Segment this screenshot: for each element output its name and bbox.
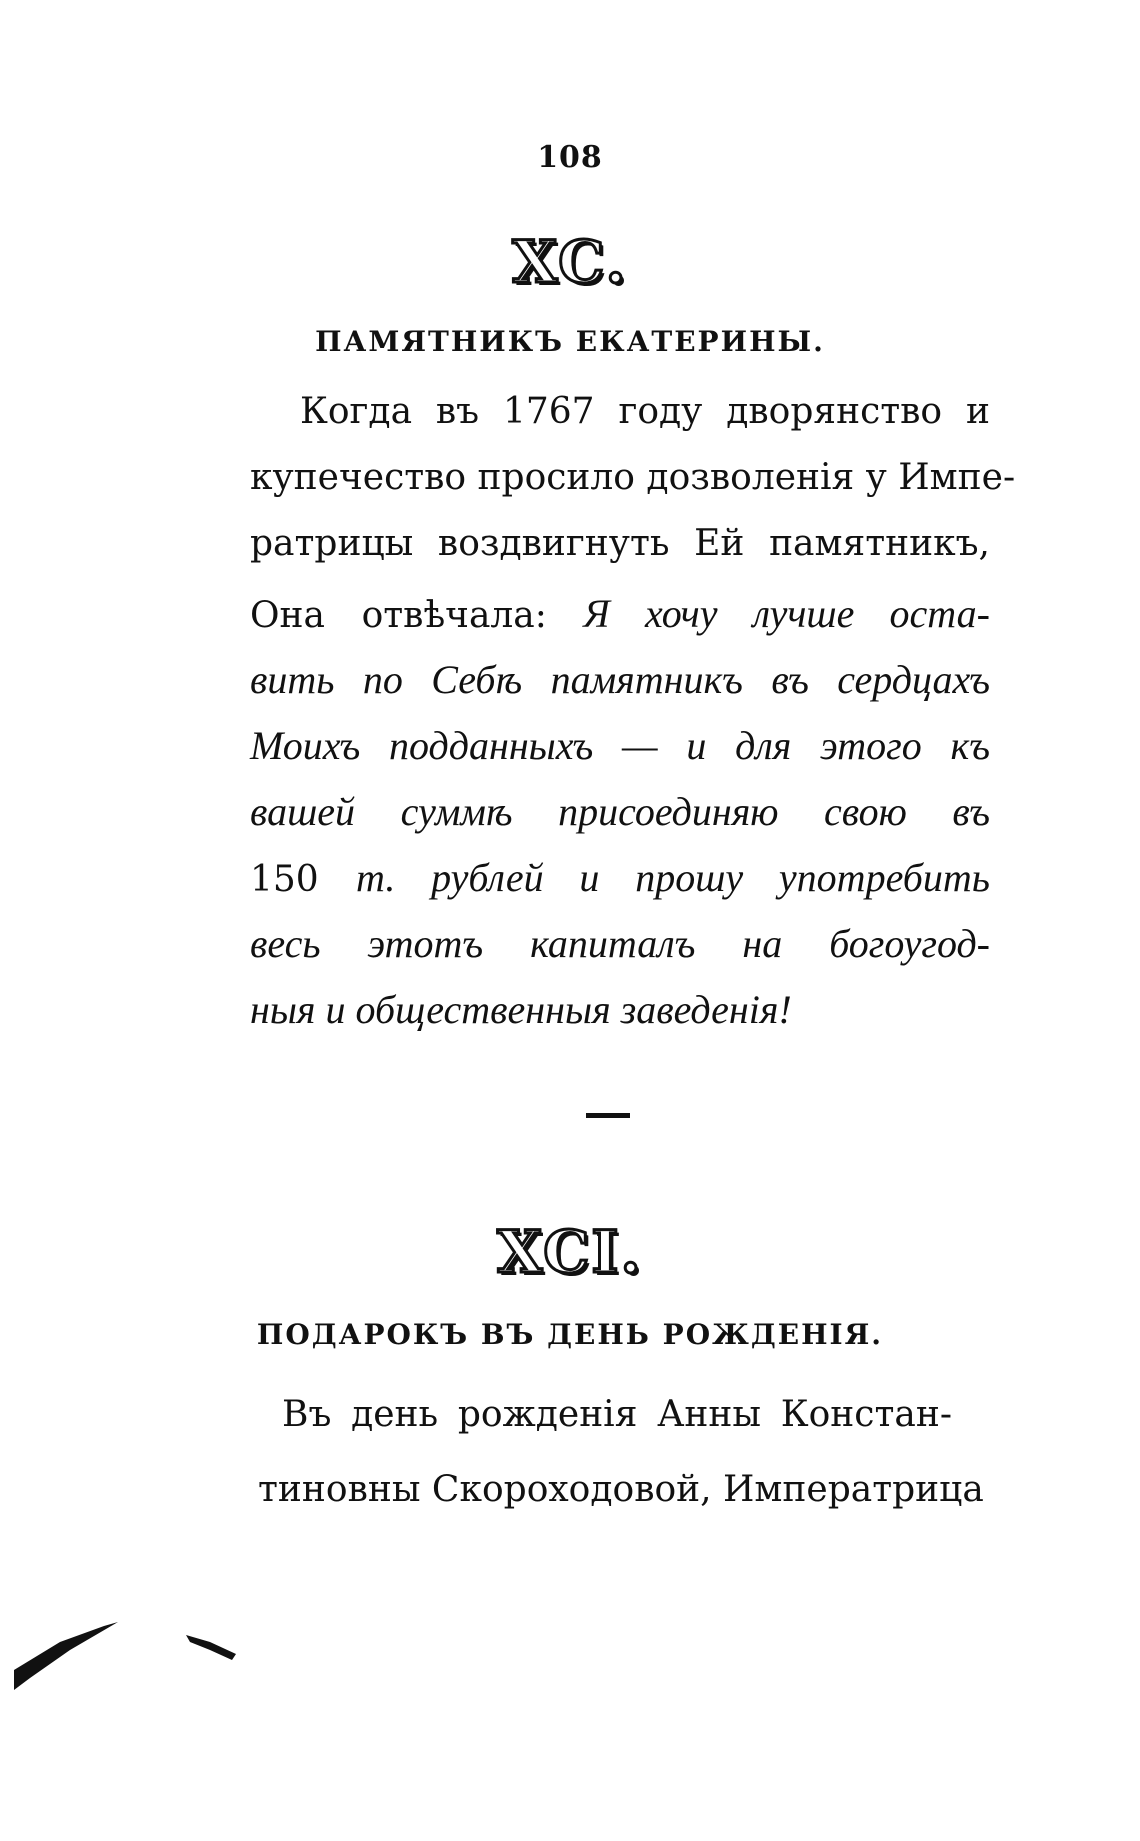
- section-divider: [586, 1113, 630, 1118]
- paragraph-line: Когда въ 1767 году дворянство и: [300, 391, 990, 432]
- paragraph-line: ратрицы воздвигнуть Ей памятникъ,: [250, 523, 990, 564]
- section-numeral-xci: XCI.: [497, 1218, 643, 1286]
- paragraph-line-italic: вашей суммѣ присоединяю свою въ: [250, 789, 990, 834]
- paragraph-line-italic: Моихъ подданныхъ — и для этого къ: [250, 723, 990, 768]
- section-numeral-xc: XC.: [512, 228, 628, 296]
- section-title-xci: ПОДАРОКЪ ВЪ ДЕНЬ РОЖДЕНІЯ.: [256, 1318, 884, 1351]
- paragraph-line: купечество просило дозволенія у Импе-: [250, 457, 1016, 498]
- paragraph-line-italic: ныя и общественныя заведенія!: [250, 987, 792, 1032]
- paragraph-line: тиновны Скороходовой, Императрица: [258, 1469, 984, 1510]
- paragraph-line-italic: весь этотъ капиталъ на богоугод-: [250, 921, 990, 966]
- paragraph-line: Въ день рожденія Анны Констан-: [282, 1394, 952, 1435]
- paragraph-line-italic: вить по Себѣ памятникъ въ сердцахъ: [250, 657, 990, 702]
- ink-smudge-center: [186, 1635, 236, 1660]
- paragraph-number: 150: [250, 859, 356, 900]
- paragraph-text-italic: Я хочу лучше оста-: [583, 591, 991, 636]
- section-title-xc: ПАМЯТНИКЪ ЕКАТЕРИНЫ.: [315, 325, 825, 358]
- paragraph-text-italic: т. рублей и прошу употребить: [355, 855, 990, 900]
- ink-smudge-left: [14, 1622, 118, 1690]
- paragraph-text: Она отвѣчала:: [250, 595, 584, 636]
- page-number: 108: [537, 140, 603, 175]
- paragraph-line-mixed: [250, 855, 990, 900]
- paragraph-line-mixed: [250, 591, 991, 636]
